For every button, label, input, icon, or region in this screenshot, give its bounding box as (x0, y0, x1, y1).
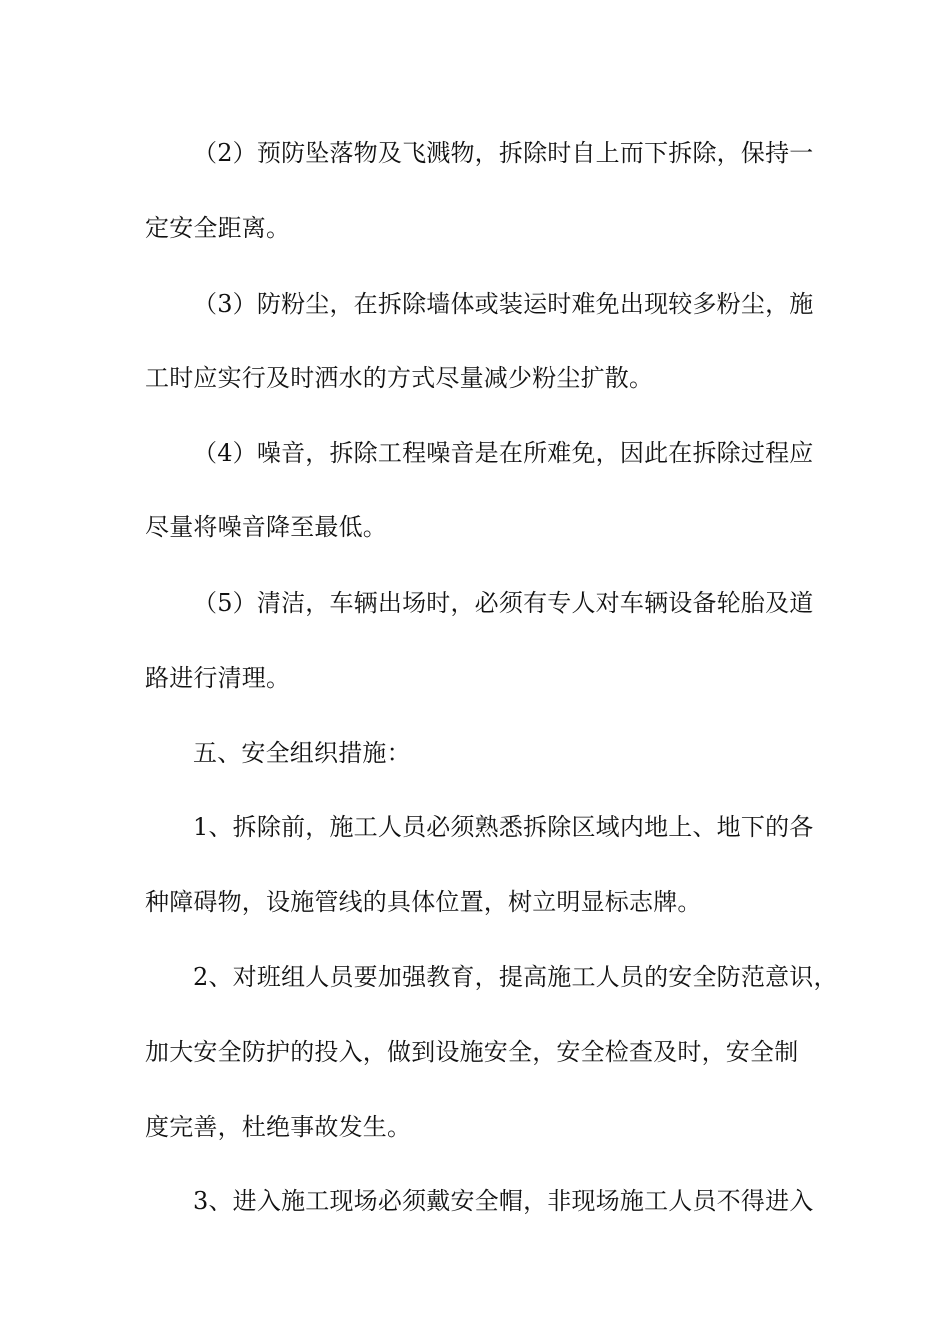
text-line: （2）预防坠落物及飞溅物，拆除时自上而下拆除，保持一 (193, 139, 814, 167)
section-heading: 五、安全组织措施： (193, 739, 411, 767)
text-line: 路进行清理。 (145, 664, 291, 692)
text-line: 1、拆除前，施工人员必须熟悉拆除区域内地上、地下的各 (193, 813, 814, 841)
text-line: 度完善，杜绝事故发生。 (145, 1113, 412, 1141)
text-line: 工时应实行及时洒水的方式尽量减少粉尘扩散。 (145, 364, 654, 392)
text-line: （3）防粉尘，在拆除墙体或装运时难免出现较多粉尘，施 (193, 290, 814, 318)
text-line: （4）噪音，拆除工程噪音是在所难免，因此在拆除过程应 (193, 439, 814, 467)
text-line: 3、进入施工现场必须戴安全帽，非现场施工人员不得进入 (193, 1187, 814, 1215)
text-line: 尽量将噪音降至最低。 (145, 513, 387, 541)
text-line: （5）清洁，车辆出场时，必须有专人对车辆设备轮胎及道 (193, 589, 814, 617)
text-line: 2、对班组人员要加强教育，提高施工人员的安全防范意识， (193, 963, 838, 991)
text-line: 加大安全防护的投入，做到设施安全，安全检查及时，安全制 (145, 1038, 799, 1066)
text-line: 定安全距离。 (145, 214, 291, 242)
text-line: 种障碍物，设施管线的具体位置，树立明显标志牌。 (145, 888, 702, 916)
